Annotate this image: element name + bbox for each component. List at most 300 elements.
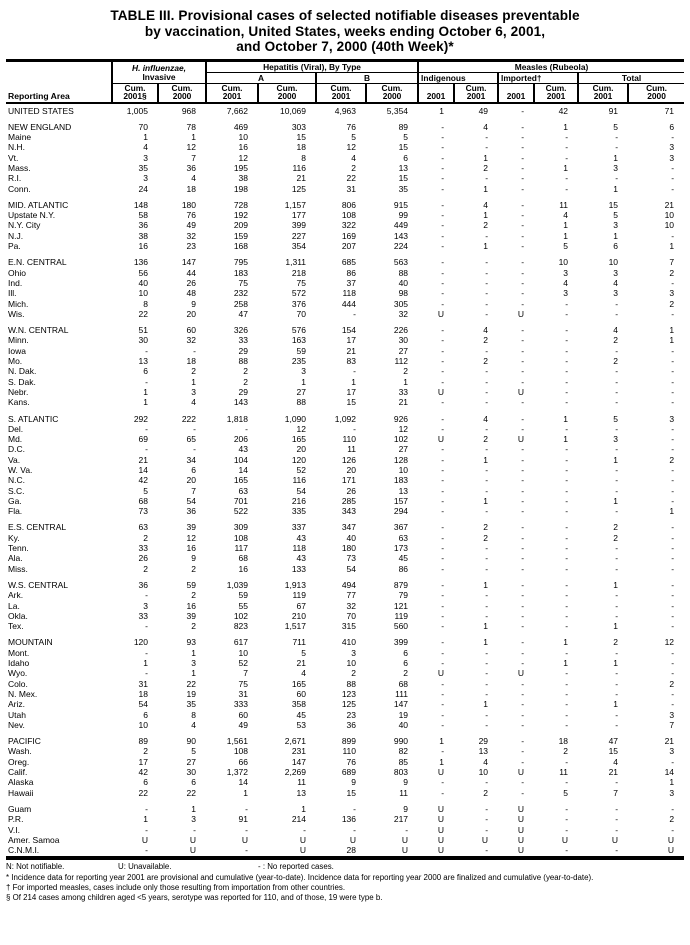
value-cell: - [441,522,445,533]
row-label: Fla. [8,506,23,517]
value-cell: 90 [186,736,197,747]
value-cell: 83 [346,356,357,367]
value-cell: 16 [238,563,249,574]
value-cell: - [441,746,445,757]
value-cell: 232 [233,288,249,299]
value-cell: 494 [341,579,357,590]
value-cell: 58 [138,210,148,221]
value-cell: 120 [133,637,148,648]
value-cell: - [615,824,619,835]
table-row [6,601,684,611]
value-cell: - [671,173,675,184]
value-cell: - [521,413,525,424]
value-cell: - [521,506,525,517]
value-cell: - [565,803,569,814]
value-cell: - [441,241,445,252]
value-cell: 40 [346,532,357,543]
table-row [6,814,684,824]
value-cell: 136 [341,814,357,825]
title-line-3: and October 7, 2000 (40th Week)* [236,39,454,54]
value-cell: - [521,162,525,173]
value-cell: - [671,162,675,173]
value-cell: - [565,397,569,408]
value-cell: 4 [351,152,357,163]
value-cell: 2 [191,563,197,574]
row-label: D.C. [8,444,25,455]
value-cell: 2 [483,162,489,173]
value-cell: 165 [291,678,307,689]
value-cell: - [565,152,569,163]
value-cell: 154 [341,325,357,336]
value-cell: 32 [186,335,197,346]
value-cell: - [485,678,489,689]
value-cell: - [245,845,249,856]
value-cell: 35 [138,162,148,173]
table-row [6,346,684,356]
value-cell: 1 [613,579,619,590]
value-cell: 30 [186,767,197,778]
value-cell: 18 [296,142,307,153]
value-cell: 8 [191,709,197,720]
table-row [6,288,684,298]
value-cell: 73 [346,553,357,564]
value-cell: - [521,485,525,496]
table-row [6,257,684,267]
value-cell: 1 [613,230,619,241]
value-cell: 3 [563,288,569,299]
value-cell: 159 [233,230,249,241]
value-cell: 82 [398,746,409,757]
value-cell: 1 [563,121,569,132]
value-cell: 54 [346,563,357,574]
value-cell: 36 [138,220,148,231]
value-cell: 337 [291,522,307,533]
value-cell: 60 [238,709,249,720]
value-cell: - [485,803,489,814]
value-cell: U [517,386,525,397]
row-label: Wash. [8,746,32,757]
table-row [6,757,684,767]
value-cell: 1,157 [284,199,307,210]
table-row [6,465,684,475]
value-cell: - [671,465,675,475]
value-cell: - [565,563,569,574]
value-cell: 823 [233,621,249,632]
value-cell: - [485,824,489,835]
row-label: Nev. [8,719,25,730]
value-cell: 449 [393,220,409,231]
value-cell: - [615,132,619,143]
row-label: Oreg. [8,756,30,767]
value-cell: 3 [613,434,619,445]
value-cell: U [611,834,619,845]
value-cell: 333 [233,699,249,710]
value-cell: 27 [186,756,197,767]
value-cell: 70 [296,308,307,319]
value-cell: 33 [398,386,409,397]
value-cell: - [615,709,619,720]
value-cell: 2 [613,522,619,533]
value-cell: - [441,142,445,153]
value-cell: 1 [483,241,489,252]
value-cell: 35 [398,183,409,194]
value-cell: 119 [292,590,307,601]
measles-indigenous-header: Indigenous [418,72,498,83]
value-cell: - [565,475,569,486]
value-cell: - [671,495,675,506]
table-row [6,397,684,407]
value-cell: 9 [403,777,409,788]
value-cell: - [565,298,569,309]
value-cell: - [565,522,569,533]
value-cell: - [521,152,525,163]
row-label: Del. [8,423,24,434]
value-cell: - [565,345,569,356]
table-row [6,377,684,387]
value-cell: - [615,444,619,455]
value-cell: - [441,709,445,720]
value-cell: 5 [613,210,619,221]
value-cell: U [517,434,525,445]
value-cell: 2 [613,335,619,346]
value-cell: 1 [403,376,409,387]
row-label: R.I. [8,173,22,184]
legend-row [6,862,684,872]
value-cell: 4 [613,325,619,336]
value-cell: 4 [563,277,569,288]
value-cell: 93 [186,637,197,648]
value-cell: 358 [291,699,307,710]
value-cell: 32 [186,230,197,241]
value-cell: U [437,803,445,814]
value-cell: 118 [292,543,307,554]
value-cell: - [565,132,569,143]
value-cell: - [565,366,569,377]
value-cell: 133 [291,563,307,574]
table-title [6,8,684,55]
value-cell: 207 [341,241,357,252]
value-cell: 2 [191,621,197,632]
value-cell: 13 [296,787,307,798]
value-cell: 169 [341,230,357,241]
value-cell: 2 [483,522,489,533]
value-cell: - [521,277,525,288]
value-cell: 1 [483,495,489,506]
value-cell: 18 [186,356,197,367]
value-cell: U [437,845,445,856]
value-cell: - [615,543,619,554]
row-label: Ark. [8,590,24,601]
value-cell: - [521,475,525,486]
value-cell: 2,671 [284,736,307,747]
row-label: W.S. CENTRAL [8,579,68,590]
value-cell: 157 [393,495,409,506]
row-label: Mo. [8,356,23,367]
value-cell: 32 [398,308,409,319]
value-cell: 6 [403,647,409,658]
value-cell: 39 [186,610,197,621]
value-cell: 2 [483,335,489,346]
value-cell: - [441,298,445,309]
value-cell: 6 [191,465,197,475]
value-cell: - [441,647,445,658]
value-cell: - [565,444,569,455]
value-cell: 803 [393,767,409,778]
value-cell: - [485,277,489,288]
value-cell: U [437,834,445,845]
value-cell: - [671,579,675,590]
value-cell: 70 [346,610,357,621]
value-cell: U [401,845,409,856]
value-cell: 5 [191,746,197,757]
value-cell: - [441,485,445,496]
value-cell: 2 [243,366,249,377]
value-cell: 29 [238,345,249,356]
value-cell: 180 [341,543,357,554]
value-cell: 143 [233,397,249,408]
value-cell: 2 [351,162,357,173]
value-cell: - [615,308,619,319]
table-row [6,637,684,647]
value-cell: - [145,345,148,356]
row-label: S. ATLANTIC [8,413,59,424]
table-row [6,210,684,220]
row-label: P.R. [8,814,24,825]
value-cell: 1,913 [284,579,307,590]
value-cell: 12 [186,142,197,153]
value-cell: 1 [669,777,675,788]
value-cell: 68 [238,553,249,564]
value-cell: 24 [138,183,148,194]
value-cell: 1 [143,397,148,408]
value-cell: 4 [483,121,489,132]
value-cell: - [521,543,525,554]
value-cell: 17 [346,335,357,346]
value-cell: - [485,386,489,397]
value-cell: - [441,454,445,465]
value-cell: - [441,199,445,210]
value-cell: 89 [398,121,409,132]
value-cell: 117 [234,543,249,554]
value-cell: - [145,845,148,856]
column-header-5: Cum. 2000 [366,83,418,103]
hflu-invasive-label: Invasive [142,72,176,82]
value-cell: - [245,803,249,814]
value-cell: 195 [233,162,249,173]
value-cell: 21 [398,397,409,408]
value-cell: 2 [143,563,148,574]
value-cell: 1 [301,376,307,387]
value-cell: 2 [403,366,409,377]
value-cell: - [485,543,489,554]
value-cell: - [145,590,148,601]
value-cell: 2 [143,532,148,543]
value-cell: - [485,366,489,377]
value-cell: 322 [341,220,357,231]
value-cell: 1 [191,376,197,387]
value-cell: - [671,485,675,496]
table-row [6,668,684,678]
value-cell: 39 [186,522,197,533]
value-cell: 522 [233,506,249,517]
value-cell: 40 [398,277,409,288]
value-cell: 1 [483,621,489,632]
value-cell: - [615,423,619,434]
value-cell: 806 [341,199,357,210]
value-cell: - [441,121,445,132]
value-cell: 36 [186,506,197,517]
value-cell: - [441,444,445,455]
value-cell: - [521,621,525,632]
value-cell: 1,517 [284,621,307,632]
value-cell: 147 [291,756,307,767]
value-cell: U [561,834,569,845]
value-cell: 1 [143,658,148,669]
value-cell: - [521,288,525,299]
value-cell: 21 [296,658,307,669]
value-cell: - [565,485,569,496]
value-cell: 617 [233,637,249,648]
table-row [6,679,684,689]
table-row [6,621,684,631]
value-cell: 285 [341,495,357,506]
value-cell: 85 [398,756,409,767]
value-cell: 12 [398,423,409,434]
value-cell: - [441,532,445,543]
row-label: Wis. [8,308,25,319]
table-row [6,689,684,699]
value-cell: - [485,267,489,278]
value-cell: 147 [393,699,409,710]
row-label: Ind. [8,277,23,288]
value-cell: - [671,444,675,455]
value-cell: - [485,142,489,153]
value-cell: 42 [138,475,148,486]
row-label: Kans. [8,397,30,408]
value-cell: 1,372 [226,767,249,778]
value-cell: 119 [394,610,409,621]
value-cell: 26 [186,277,197,288]
value-cell: 3 [191,658,197,669]
value-cell: - [671,553,675,564]
value-cell: 75 [238,277,249,288]
value-cell: 576 [291,325,307,336]
value-cell: 21 [608,767,619,778]
value-cell: 18 [138,688,148,699]
hepatitis-group-header: Hepatitis (Viral), By Type [206,60,418,72]
table-row [6,231,684,241]
value-cell: 125 [291,183,307,194]
value-cell: - [565,756,569,767]
table-row [6,241,684,251]
value-cell: 2 [613,532,619,543]
value-cell: U [517,814,525,825]
row-label: Colo. [8,678,28,689]
value-cell: 18 [186,183,197,194]
value-cell: 4 [483,325,489,336]
value-cell: - [671,647,675,658]
value-cell: 3 [669,746,675,757]
value-cell: 10 [558,257,569,268]
value-cell: - [521,376,525,387]
value-cell: 49 [238,719,249,730]
row-label: Miss. [8,563,28,574]
value-cell: 14 [138,465,148,475]
value-cell: - [485,298,489,309]
value-cell: - [441,183,445,194]
value-cell: 88 [398,267,409,278]
value-cell: - [671,600,675,611]
value-cell: - [521,709,525,720]
value-cell: - [615,553,619,564]
value-cell: 7 [613,787,619,798]
hflu-species-name: H. influenzae, [132,62,186,73]
value-cell: 2,269 [284,767,307,778]
value-cell: - [565,647,569,658]
value-cell: 711 [292,637,307,648]
value-cell: 1 [483,152,489,163]
value-cell: - [565,465,569,475]
value-cell: 60 [186,325,197,336]
value-cell: U [481,834,489,845]
value-cell: - [671,475,675,486]
value-cell: 20 [186,475,197,486]
value-cell: - [565,376,569,387]
value-cell: 36 [346,719,357,730]
value-cell: 116 [292,475,307,486]
value-cell: 5 [563,787,569,798]
value-cell: 52 [238,658,249,669]
value-cell: 1 [191,668,197,679]
value-cell: 3 [143,173,148,184]
value-cell: 76 [186,210,197,221]
table-row [6,414,684,424]
value-cell: U [241,834,249,845]
table-row [6,777,684,787]
value-cell: - [441,465,445,475]
value-cell: 2 [563,746,569,757]
value-cell: - [193,824,197,835]
value-cell: - [671,132,675,143]
value-cell: 10 [398,465,409,475]
table-row [6,746,684,756]
value-cell: - [485,600,489,611]
value-cell: - [615,366,619,377]
value-cell: 11 [297,777,307,788]
value-cell: - [521,267,525,278]
value-cell: - [521,366,525,377]
value-cell: 53 [296,719,307,730]
value-cell: - [485,688,489,699]
value-cell: 3 [143,152,148,163]
value-cell: - [145,668,148,679]
column-header-2: Cum. 2001 [206,83,258,103]
table-row [6,804,684,814]
row-label: C.N.M.I. [8,845,40,856]
value-cell: 2 [669,267,675,278]
table-row [6,580,684,590]
value-cell: 1 [483,210,489,221]
value-cell: 180 [181,199,197,210]
row-label: NEW ENGLAND [8,121,72,132]
value-cell: 67 [296,600,307,611]
value-cell: 75 [296,277,307,288]
value-cell: 22 [186,787,197,798]
value-cell: - [565,579,569,590]
value-cell: 88 [346,678,357,689]
value-cell: 9 [351,777,357,788]
value-cell: 89 [138,736,148,747]
